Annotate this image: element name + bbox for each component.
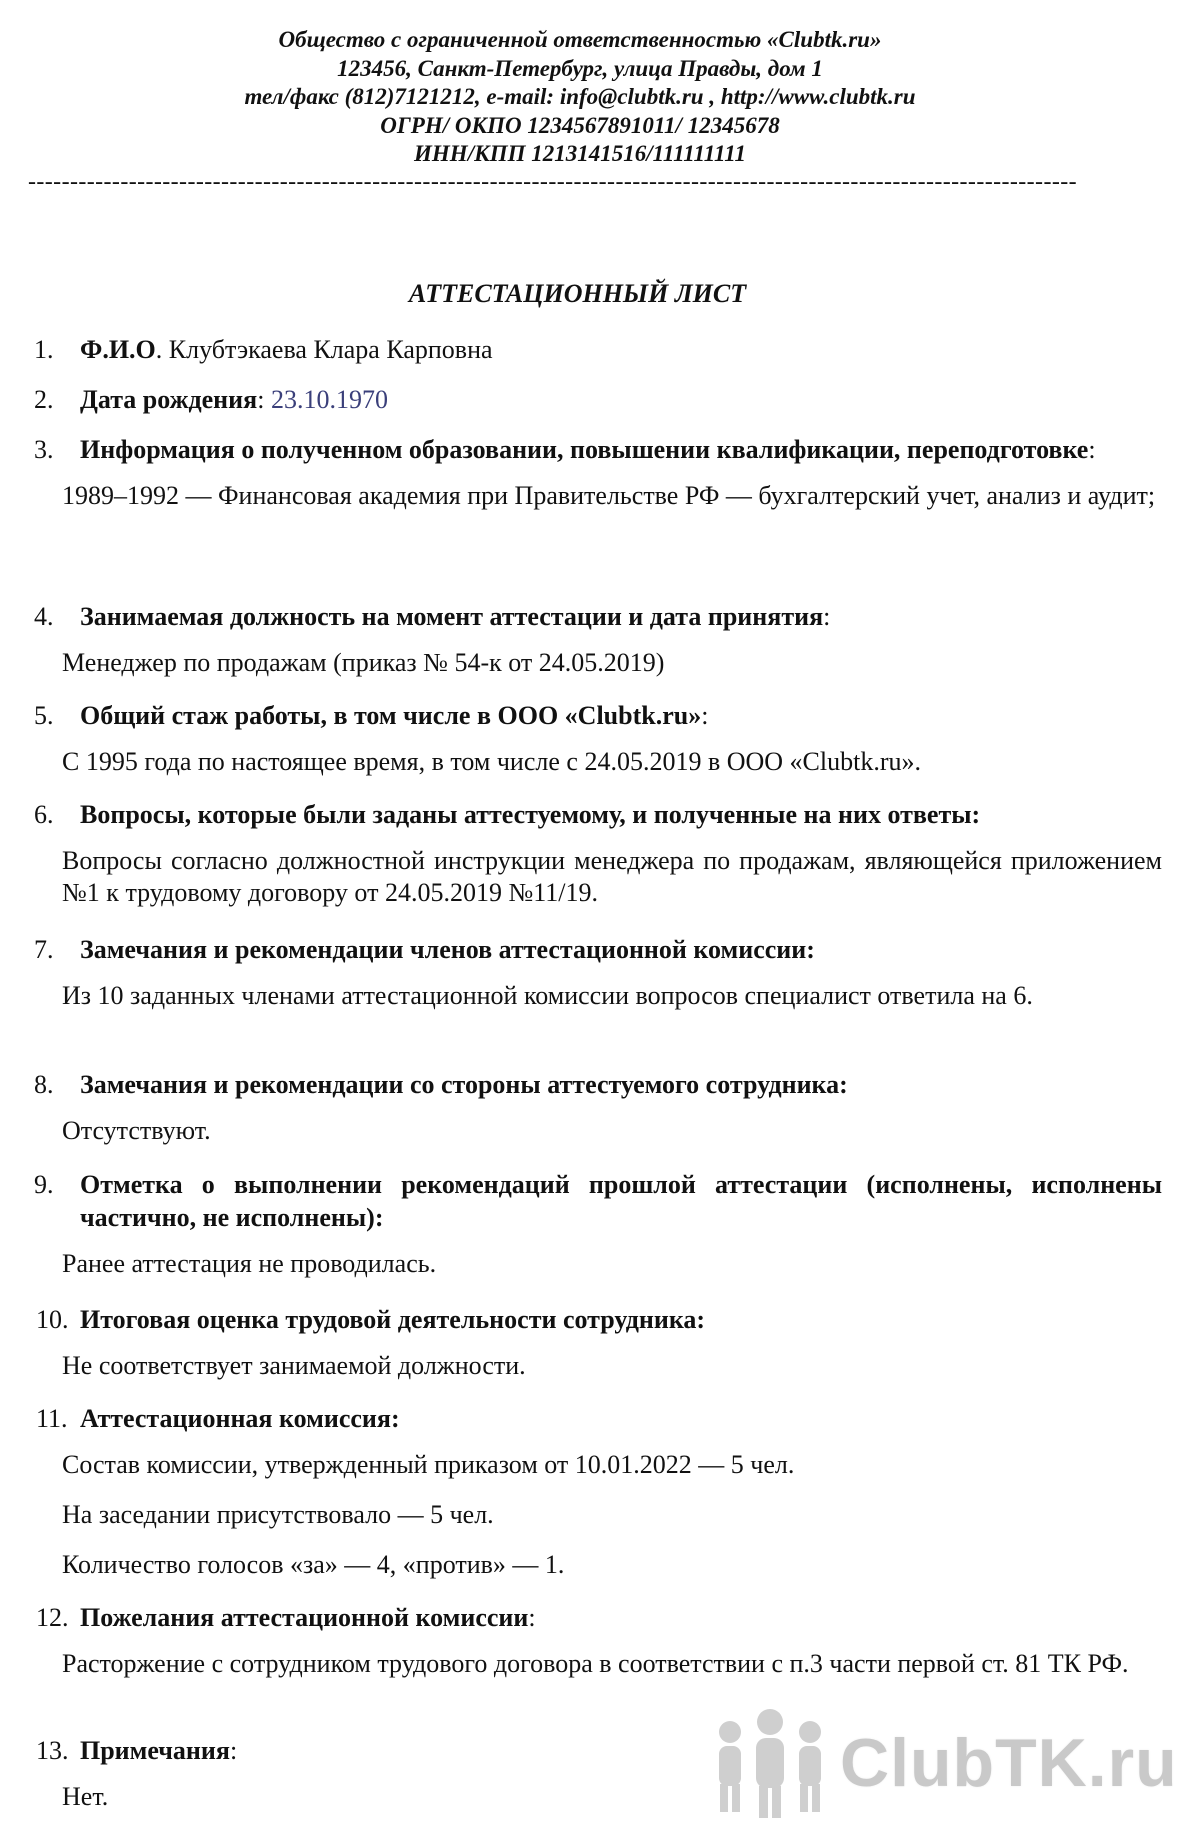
section-2 (0, 383, 1200, 416)
section-11 (0, 1402, 1200, 1581)
section-9 (0, 1168, 1200, 1280)
section-number: 4. (34, 602, 54, 631)
section-label: Замечания и рекомендации членов аттестационной комиссии: (80, 935, 815, 964)
section-paragraph: 1989–1992 — Финансовая академия при Правительстве РФ — бухгалтерский учет, анализ и аудит; (62, 481, 1156, 510)
section-separator: : (257, 385, 271, 414)
section-heading (0, 333, 1200, 366)
section-heading (0, 1168, 1200, 1234)
section-heading (0, 933, 1200, 966)
section-number: 10. (36, 1305, 69, 1334)
letterhead-separator: ----------------------------------------------------------------------------------------------------------------------------- (28, 170, 1078, 194)
section-paragraph: Состав комиссии, утвержденный приказом от 10.01.2022 — 5 чел. (62, 1450, 795, 1479)
section-heading (0, 383, 1200, 416)
section-paragraph: Расторжение с сотрудником трудового договора в соответствии с п.3 части первой ст. 81 ТК РФ. (62, 1649, 1129, 1678)
section-paragraph: Ранее аттестация не проводилась. (62, 1249, 437, 1278)
section-label: Дата рождения (80, 385, 258, 414)
section-paragraph: Вопросы согласно должностной инструкции менеджера по продажам, являющейся приложением №1 к трудовому договору от 24.05.2019 №11/19. (62, 846, 1162, 907)
section-4 (0, 600, 1200, 679)
company-name: Общество с ограниченной ответственностью «Clubtk.ru» (278, 27, 882, 52)
document-title: АТТЕСТАЦИОННЫЙ ЛИСТ (408, 279, 747, 308)
section-label: Занимаемая должность на момент аттестации и дата принятия (80, 602, 824, 631)
section-paragraph: Отсутствуют. (62, 1116, 211, 1145)
section-6 (0, 798, 1200, 909)
section-label: Итоговая оценка трудовой деятельности сотрудника: (80, 1305, 706, 1334)
section-number: 2. (34, 385, 54, 414)
section-10 (0, 1303, 1200, 1382)
section-heading (0, 1068, 1200, 1101)
section-number: 11. (36, 1404, 68, 1433)
company-address: 123456, Санкт-Петербург, улица Правды, дом 1 (337, 55, 823, 81)
section-number: 1. (34, 335, 54, 364)
section-label: Информация о полученном образовании, повышении квалификации, переподготовке (80, 435, 1089, 464)
section-heading (0, 1303, 1200, 1336)
section-heading (0, 798, 1200, 831)
section-paragraph: Нет. (62, 1782, 109, 1811)
section-number: 7. (34, 935, 54, 964)
section-number: 9. (34, 1170, 54, 1199)
section-heading (0, 1601, 1200, 1634)
section-label: Аттестационная комиссия: (80, 1404, 400, 1433)
section-number: 13. (36, 1736, 69, 1765)
people-logo-icon (690, 1692, 850, 1827)
section-paragraph: Менеджер по продажам (приказ № 54-к от 24.05.2019) (62, 648, 665, 677)
section-heading (0, 699, 1200, 732)
section-separator: : (823, 602, 831, 631)
section-label: Отметка о выполнении рекомендаций прошлой аттестации (исполнены, исполнены частично, не исполнены): (80, 1170, 1162, 1232)
section-value: 23.10.1970 (270, 385, 388, 414)
section-number: 5. (34, 701, 54, 730)
section-7 (0, 933, 1200, 1012)
section-number: 8. (34, 1070, 54, 1099)
section-heading (0, 1402, 1200, 1435)
section-separator: : (528, 1603, 536, 1632)
section-value: Клубтэкаева Клара Карповна (168, 335, 493, 364)
section-label: Ф.И.О (80, 335, 156, 364)
section-8 (0, 1068, 1200, 1147)
section-label: Примечания (80, 1736, 230, 1765)
section-paragraph: На заседании присутствовало — 5 чел. (62, 1500, 494, 1529)
section-separator: . (155, 335, 169, 364)
section-separator: : (229, 1736, 238, 1765)
section-number: 6. (34, 800, 54, 829)
section-paragraph: С 1995 года по настоящее время, в том числе с 24.05.2019 в ООО «Clubtk.ru». (62, 747, 921, 776)
section-label: Замечания и рекомендации со стороны аттестуемого сотрудника: (80, 1070, 848, 1099)
watermark-text: ClubTK.ru (840, 1725, 1178, 1801)
section-paragraph: Количество голосов «за» — 4, «против» — 1. (62, 1550, 565, 1579)
section-number: 3. (34, 435, 54, 464)
clubtk-watermark (690, 1692, 1200, 1827)
section-label: Общий стаж работы, в том числе в ООО «Clubtk.ru» (80, 701, 702, 730)
section-12 (0, 1601, 1200, 1680)
section-paragraph: Из 10 заданных членами аттестационной комиссии вопросов специалист ответила на 6. (62, 981, 1033, 1010)
section-number: 12. (36, 1603, 69, 1632)
section-separator: : (1088, 435, 1096, 464)
section-separator: : (701, 701, 709, 730)
section-label: Пожелания аттестационной комиссии (80, 1603, 529, 1632)
section-label: Вопросы, которые были заданы аттестуемому, и полученные на них ответы: (80, 800, 981, 829)
section-3 (0, 433, 1200, 512)
section-heading (0, 433, 1200, 466)
section-heading (0, 600, 1200, 633)
company-inn-kpp: ИНН/КПП 1213141516/111111111 (414, 141, 746, 166)
section-paragraph: Не соответствует занимаемой должности. (62, 1351, 526, 1380)
section-1 (0, 333, 1200, 366)
letterhead (0, 26, 1160, 169)
company-contacts: тел/факс (812)7121212, e-mail: info@clubtk.ru , http://www.clubtk.ru (244, 84, 916, 109)
company-ogrn-okpo: ОГРН/ ОКПО 1234567891011/ 12345678 (380, 112, 780, 138)
section-5 (0, 699, 1200, 778)
